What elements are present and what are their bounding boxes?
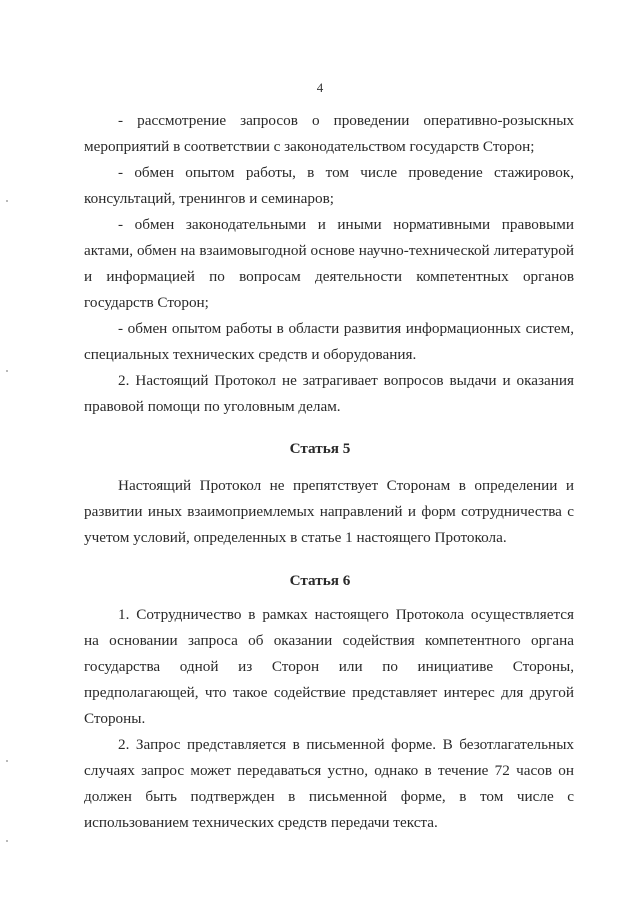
paragraph: 1. Сотрудничество в рамках настоящего Протокола осуществляется на основании запроса об оказании содействия компетентного органа государства одной из Сторон или по инициативе Стороны, предполагающей, что такое содействие представляет интерес для другой Стороны. — [84, 606, 574, 727]
scan-artifact — [6, 200, 8, 202]
article6-body — [84, 602, 574, 836]
paragraph: - обмен законодательными и иными нормативными правовыми актами, обмен на взаимовыгодной основе научно-технической литературой и информацией по вопросам деятельности компетентных органов государств Сторон; — [84, 216, 574, 311]
paragraph: Настоящий Протокол не препятствует Сторонам в определении и развитии иных взаимоприемлемых направлений и форм сотрудничества с учетом условий, определенных в статье 1 настоящего Протокола. — [84, 477, 574, 546]
paragraph: - рассмотрение запросов о проведении оперативно-розыскных мероприятий в соответствии с законодательством государств Сторон; — [84, 112, 574, 155]
paragraph: 2. Настоящий Протокол не затрагивает вопросов выдачи и оказания правовой помощи по уголовным делам. — [84, 372, 574, 415]
scan-artifact — [6, 370, 8, 372]
article5-body — [84, 473, 574, 551]
scan-artifact — [6, 840, 8, 842]
paragraph: - обмен опытом работы в области развития информационных систем, специальных технических средств и оборудования. — [84, 320, 574, 363]
article6-heading: Статья 6 — [289, 572, 351, 589]
paragraph: 2. Запрос представляется в письменной форме. В безотлагательных случаях запрос может передаваться устно, однако в течение 72 часов он должен быть подтвержден в письменной форме, в том числе с использованием технических средств передачи текста. — [84, 736, 574, 831]
page-number: 4 — [316, 80, 324, 95]
scan-artifact — [6, 760, 8, 762]
article5-heading: Статья 5 — [289, 440, 351, 457]
article4-continuation — [84, 108, 574, 420]
paragraph: - обмен опытом работы, в том числе проведение стажировок, консультаций, тренингов и семинаров; — [84, 164, 574, 207]
